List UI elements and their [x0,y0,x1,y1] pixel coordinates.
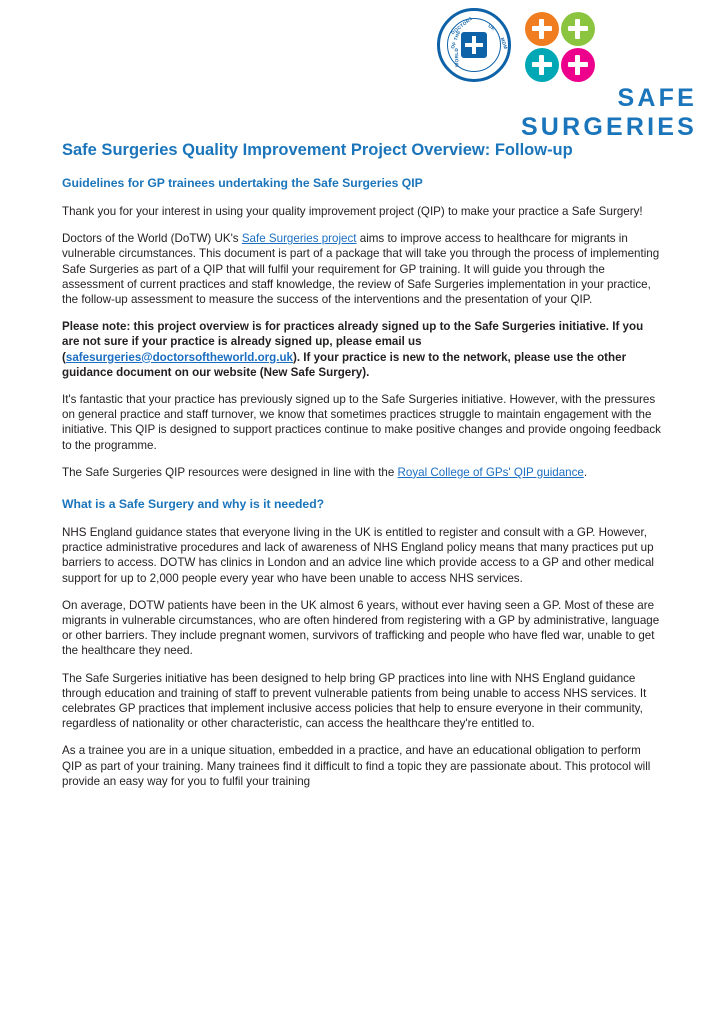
paragraph-trainee-situation: As a trainee you are in a unique situation, embedded in a practice, and have an educational obligation to perform QIP as part of your training. Many trainees find it difficult to find a topic they are passionate about. This protocol will provide an easy way for you to fulfil your training [62,744,651,788]
paragraph-rcgp-pre: The Safe Surgeries QIP resources were designed in line with the [62,465,398,479]
safesurgeries-email-link[interactable]: safesurgeries@doctorsoftheworld.org.uk [65,350,293,364]
paragraph-dotw-overview [62,231,661,307]
paragraph-please-note-pre: Please note: this project overview is for practices already signed up to the Safe Surgeries initiative. If you are not sure if your practice is already signed up, please email us ( [62,320,644,364]
paragraph-dotw-overview-pre: Doctors of the World (DoTW) UK's [62,232,242,246]
seal-text-line4: UK [487,23,497,32]
seal-text-line5: MDM [499,36,509,51]
brand-wordmark: SAFE SURGERIES [520,84,697,141]
paragraph-rcgp-post: . [583,465,588,479]
safe-surgeries-flower-icon [523,10,601,88]
paragraph-rcgp [62,465,661,480]
petal-pink-icon [561,48,595,82]
safe-surgeries-logo [437,8,697,141]
seal-text [440,11,508,79]
petal-orange-icon [525,12,559,46]
doctors-of-the-world-seal-icon [437,8,511,82]
paragraph-initiative-design: The Safe Surgeries initiative has been designed to help bring GP practices into line with NHS England guidance through education and training of staff to prevent vulnerable patients from being unable to access NHS services. It celebrates GP practices that implement inclusive access policies that help to ensure everyone in their community, regardless of nationality or other characteristic, can access the healthcare they're entitled to. [62,671,647,731]
seal-text-line2: OF THE [449,29,462,50]
page-title: Safe Surgeries Quality Improvement Project Overview: Follow-up [62,141,573,159]
page-subtitle: Guidelines for GP trainees undertaking the Safe Surgeries QIP [62,176,423,190]
safe-surgeries-project-link[interactable]: Safe Surgeries project [241,232,357,246]
paragraph-engagement: It's fantastic that your practice has previously signed up to the Safe Surgeries initiative. However, with the pressures on general practice and staff turnover, we know that sometimes practices struggle to maintain engagement with the initiative. This QIP is designed to support practices continue to make positive changes and provide ongoing feedback to the programme. [62,393,661,452]
paragraph-intro: Thank you for your interest in using your quality improvement project (QIP) to make your practice a Safe Surgery! [62,205,643,218]
paragraph-nhs-guidance: NHS England guidance states that everyone living in the UK is entitled to register and consult with a GP. However, practice administrative procedures and lack of awareness of NHS England policy means that many practices put up barriers to access. DOTW has clinics in London and an advice line which provide access to a GP and other medical support for up to 2,000 people every year who have been unable to access NHS services. [62,526,655,585]
paragraph-dotw-patients: On average, DOTW patients have been in the UK almost 6 years, without ever having seen a GP. Most of these are migrants in vulnerable circumstances, who are often hindered from registering with a GP by administrative, language or other barriers. They include pregnant women, survivors of trafficking and people who have fled war, unable to get the healthcare they need. [62,598,660,658]
paragraph-please-note-post: ). If your practice is new to the network, please use the other guidance document on our website (New Safe Surgery). [62,350,627,379]
document-content [0,140,723,789]
seal-text-line3: WORLD [453,47,460,68]
seal-text-line1: DOCTORS [450,15,474,36]
section-heading-what-is-safe-surgery: What is a Safe Surgery and why is it needed? [62,497,325,512]
petal-green-icon [561,12,595,46]
petal-teal-icon [525,48,559,82]
paragraph-please-note [62,319,661,380]
rcgp-qip-guidance-link[interactable]: Royal College of GPs' QIP guidance [397,465,584,479]
document-header [0,0,723,141]
paragraph-dotw-overview-post: aims to improve access to healthcare for migrants in vulnerable circumstances. This document is part of a package that will take you through the process of implementing Safe Surgeries as part of a QIP that will fulfil your requirement for GP training. It will guide you through the assessment of current practices and staff knowledge, the review of Safe Surgeries implementation in your practice, the follow-up assessment to measure the success of the interventions and the presentation of your QIP. [62,232,660,307]
